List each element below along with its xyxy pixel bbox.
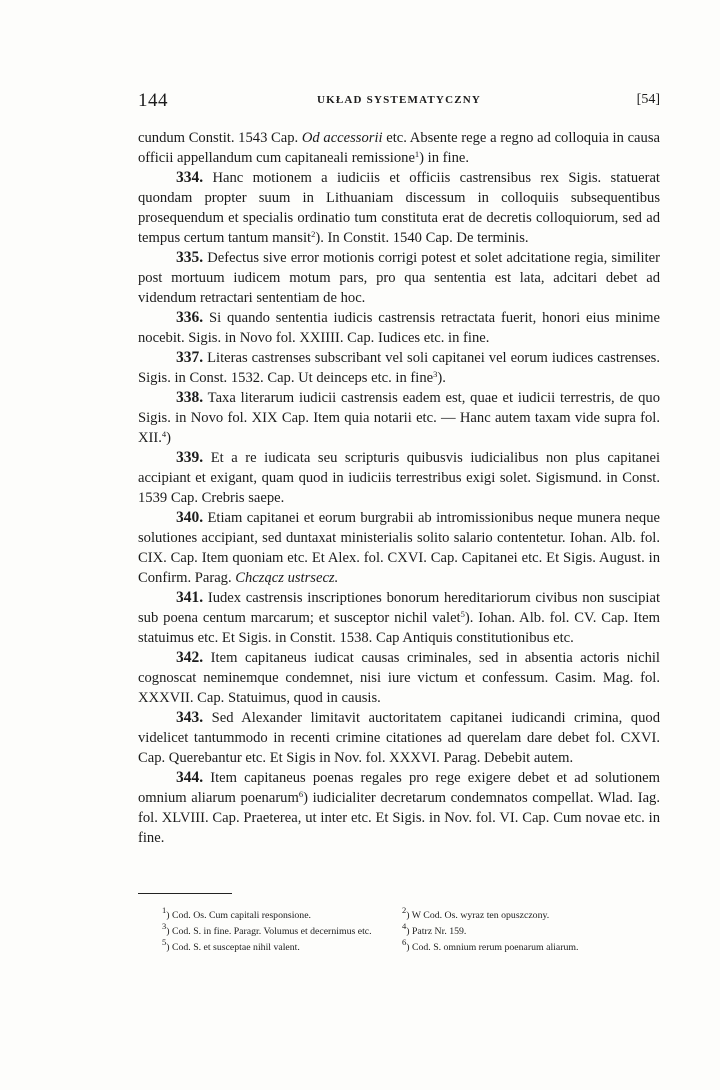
paragraph-339: 339. Et a re iudicata seu scripturis quibusvis iudicialibus non plus capitanei accipiant et exigant, quam quod in iudiciis terrestribus exigi solet. Sigismund. in Const. 1539 Cap. Crebris saepe.: [138, 449, 660, 506]
footnote-ref: 6: [298, 789, 304, 799]
paragraph-340: 340. Etiam capitanei et eorum burgrabii ab intromissionibus neque munera neque solutiones accipiant, sed duntaxat ministerialis solito salario contentetur. Iohan. Alb. fol. CIX. Cap. Item quoniam etc. Et Alex. fol. CXVI. Cap. Capitanei etc. Et Sigis. August. in Confirm. Parag. Chczącz ustrsecz.: [138, 509, 660, 586]
footnote-ref: 2: [311, 229, 316, 239]
footnote-2: $^2$) W Cod. Os. wyraz ten opuszczony.: [402, 905, 550, 921]
paragraph-334: 334. Hanc motionem a iudiciis et officiis castrensibus rex Sigis. statuerat quondam propter suum in Lithuaniam discessum in colloquiis subsequentibus prosequendum et specialis ordinatio tum constituta erat de decretis colloquiorum, sed ad tempus certum tantum mansit$^2$). In Constit. 1540 Cap. De terminis.: [138, 169, 660, 246]
running-title: UKŁAD SYSTEMATYCZNY: [316, 94, 482, 106]
paragraph-337: 337. Literas castrenses subscribant vel soli capitanei vel eorum iudices castrenses. Sigis. in Const. 1532. Cap. Ut deinceps etc. in fine$^3$).: [138, 349, 660, 386]
paragraph-338: 338. Taxa literarum iudicii castrensis eadem est, quae et iudicii terrestris, de quo Sigis. in Novo fol. XIX Cap. Item quia notarii etc. — Hanc autem taxam vide supra fol. XII.$^4$): [138, 389, 660, 446]
footnote-5: $^5$) Cod. S. et susceptae nihil valent.: [162, 937, 300, 953]
paragraph-number: 337.: [176, 349, 204, 366]
paragraph-number: 339.: [176, 449, 204, 466]
paragraph-number: 334.: [176, 169, 204, 186]
footnote-4: $^4$) Patrz Nr. 159.: [402, 921, 467, 937]
paragraph-number: 340.: [176, 509, 204, 526]
footnotes: [162, 905, 662, 956]
page-number: 144: [138, 90, 168, 111]
paragraph-342: 342. Item capitaneus iudicat causas criminales, sed in absentia actoris nichil cognoscat neminemque condemnet, nisi iure victum et confessum. Casim. Mag. fol. XXXVII. Cap. Statuimus, quod in causis.: [138, 649, 660, 706]
footnote-ref: 1: [414, 149, 420, 159]
paragraph-number: 335.: [176, 249, 204, 266]
paragraph-continued: cundum Constit. 1543 Cap. Od accessorii etc. Absente rege a regno ad colloquia in causa officii appellandum cum capitaneali remissione$^1$) in fine.: [138, 130, 660, 166]
paragraph-341: 341. Iudex castrensis inscriptiones bonorum hereditariorum civibus non suscipiat sub poena centum marcarum; et susceptor nichil valet$^5$). Iohan. Alb. fol. CV. Cap. Item statuimus etc. Et Sigis. in Constit. 1538. Cap Antiquis constitutionibus etc.: [138, 589, 660, 646]
paragraph-number: 343.: [176, 709, 204, 726]
footnote-divider: [138, 893, 232, 894]
footnote-6: $^6$) Cod. S. omnium rerum poenarum aliarum.: [402, 937, 579, 953]
footnote-ref: 3: [433, 369, 438, 379]
running-header: [138, 88, 660, 116]
section-number: [54]: [636, 92, 660, 107]
footnote-row: [162, 905, 662, 924]
paragraph-number: 341.: [176, 589, 204, 606]
paragraph-number: 344.: [176, 769, 204, 786]
footnote-1: $^1$) Cod. Os. Cum capitali responsione.: [162, 905, 312, 921]
paragraph-335: 335. Defectus sive error motionis corrigi potest et solet adcitatione regia, similiter post mortuum iudicem motum pars, pro qua sententia est lata, adcitari debet ad videndum retractari sententiam de hoc.: [138, 249, 660, 306]
paragraph-343: 343. Sed Alexander limitavit auctoritatem capitanei iudicandi crimina, quod videlicet tantummodo in recenti crimine citationes ad querelam dare debet fol. CXVI. Cap. Querebantur etc. Et Sigis in Nov. fol. XXXVI. Parag. Debebit autem.: [138, 709, 660, 766]
footnote-row: [162, 937, 662, 956]
footnote-ref: 5: [460, 609, 465, 619]
footnote-3: $^3$) Cod. S. in fine. Paragr. Volumus et decernimus etc.: [162, 921, 372, 937]
paragraph-336: 336. Si quando sententia iudicis castrensis retractata fuerit, honori eius minime nocebit. Sigis. in Novo fol. XXIIII. Cap. Iudices etc. in fine.: [138, 309, 660, 346]
paragraph-number: 342.: [176, 649, 204, 666]
paragraph-344: 344. Item capitaneus poenas regales pro rege exigere debet et ad solutionem omnium aliarum poenarum$^6$) iudicialiter decretarum condemnatos compellat. Wlad. Iag. fol. XLVIII. Cap. Praeterea, ut inter etc. Et Sigis. in Nov. fol. VI. Cap. Cum novae etc. in fine.: [138, 769, 660, 846]
footnote-row: [162, 921, 662, 940]
footnote-ref: 4: [161, 429, 167, 439]
paragraph-number: 338.: [176, 389, 204, 406]
paragraph-number: 336.: [176, 309, 204, 326]
main-text: [138, 128, 660, 848]
